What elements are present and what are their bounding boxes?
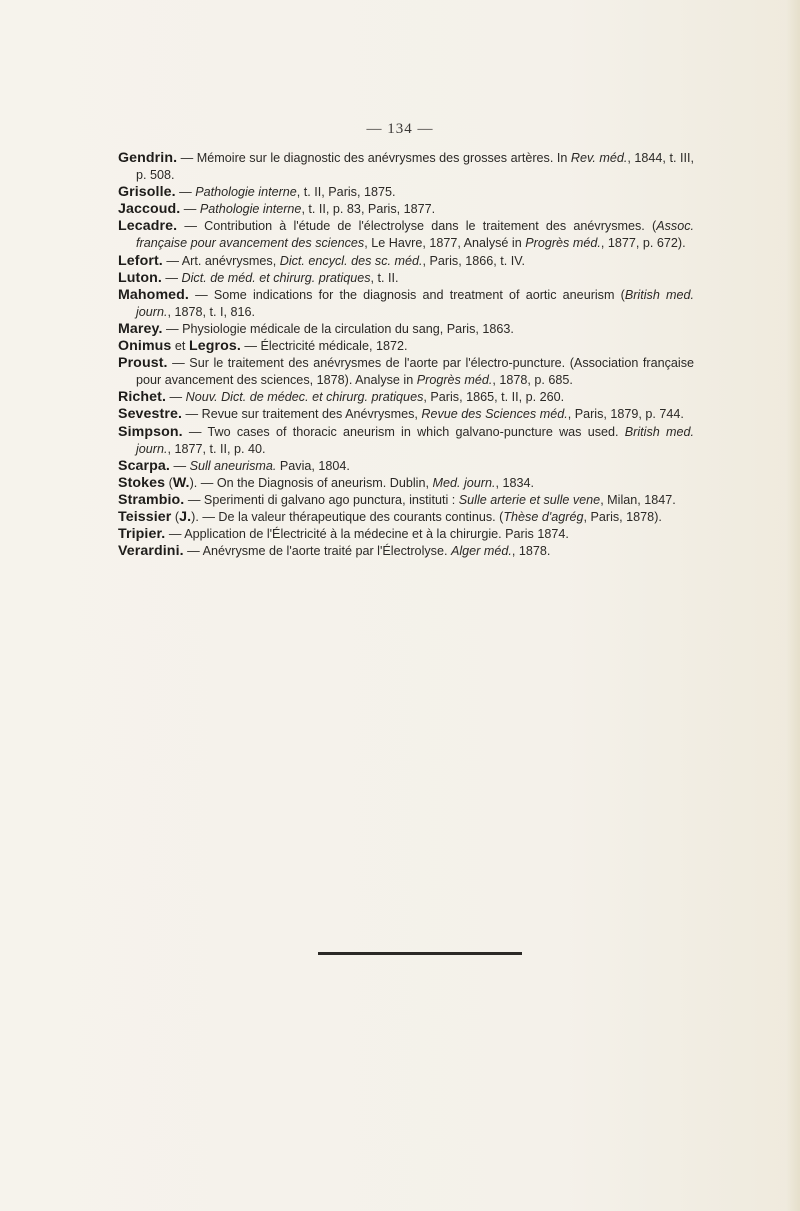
reference-title-italic: Dict. encycl. des sc. méd. — [279, 253, 423, 268]
reference-entry — [118, 355, 694, 389]
reference-author: Luton. — [118, 269, 162, 286]
reference-entry — [118, 338, 694, 355]
reference-title-italic: Thèse d'agrég — [503, 509, 584, 524]
reference-author: Verardini. — [118, 543, 184, 560]
reference-text: — Anévrysme de l'aorte traité par l'Électrolyse. — [183, 544, 451, 559]
reference-text: — Sperimenti di galvano ago punctura, instituti : — [184, 492, 459, 507]
reference-entry — [118, 406, 694, 423]
reference-title-italic: British med. journ. — [136, 287, 694, 319]
reference-text: , 1844, t. III, p. 508. — [136, 151, 694, 183]
reference-author: Stokes — [118, 474, 166, 491]
reference-title-italic: Med. journ. — [432, 475, 496, 490]
reference-text: — Électricité médicale, 1872. — [240, 339, 408, 354]
reference-text: , Paris, 1865, t. II, p. 260. — [423, 390, 565, 405]
reference-text: ). — On the Diagnosis of aneurism. Dublin, — [189, 475, 433, 490]
reference-entry — [118, 150, 694, 184]
reference-text: — Revue sur traitement des Anévrysmes, — [182, 407, 422, 422]
reference-entry — [118, 253, 694, 270]
reference-entry — [118, 270, 694, 287]
reference-entry — [118, 526, 694, 543]
reference-text: , t. II. — [370, 270, 399, 285]
page-number: — 134 — — [366, 121, 434, 137]
reference-author: Richet. — [118, 389, 167, 406]
reference-text: — Application de l'Électricité à la médecine et à la chirurgie. Paris 1874. — [165, 527, 569, 542]
reference-entry — [118, 492, 694, 509]
reference-text: — Sur le traitement des anévrysmes de l'aorte par l'électro-puncture. (Association française pour avancement des sciences, 1878). Analyse in — [136, 356, 694, 388]
reference-text: Legros. — [188, 338, 241, 355]
reference-title-italic: Progrès méd. — [416, 373, 493, 388]
reference-author: Lefort. — [118, 252, 163, 269]
reference-text: — Physiologie médicale de la circulation du sang, Paris, 1863. — [162, 321, 514, 336]
reference-text: , Paris, 1879, p. 744. — [567, 407, 684, 422]
reference-text: , 1877, p. 672). — [600, 236, 686, 251]
reference-author: Mahomed. — [118, 286, 189, 303]
reference-text: , 1834. — [495, 475, 534, 490]
reference-text: , Milan, 1847. — [600, 492, 676, 507]
reference-text: — — [166, 390, 186, 405]
reference-text: — Two cases of thoracic aneurism in which galvano-puncture was used. — [182, 424, 625, 439]
reference-title-italic: Sull aneurisma. — [189, 458, 277, 473]
reference-text: , 1878, t. I, 816. — [167, 304, 256, 319]
reference-author: Proust. — [118, 355, 168, 372]
page-edge-shadow — [786, 0, 800, 1211]
reference-text: — — [180, 202, 200, 217]
reference-author: Sevestre. — [118, 406, 183, 423]
reference-text: — Mémoire sur le diagnostic des anévrysmes des grosses artères. In — [177, 151, 571, 165]
reference-text: ( — [165, 475, 173, 490]
reference-author: Lecadre. — [118, 218, 178, 235]
reference-title-italic: Pathologie interne — [199, 202, 302, 217]
reference-text: et — [171, 339, 189, 354]
reference-text: , Paris, 1866, t. IV. — [422, 253, 525, 268]
reference-author: Onimus — [118, 338, 172, 355]
reference-text: , t. II, p. 83, Paris, 1877. — [301, 202, 436, 217]
reference-text: J. — [179, 508, 192, 525]
reference-text: , 1878, p. 685. — [492, 373, 573, 388]
reference-title-italic: British med. journ. — [136, 424, 694, 456]
reference-title-italic: Progrès méd. — [525, 236, 601, 251]
reference-title-italic: Pathologie interne — [195, 185, 297, 200]
reference-entry — [118, 287, 694, 321]
reference-entry — [118, 218, 694, 252]
reference-text: , 1877, t. II, p. 40. — [167, 441, 266, 456]
reference-text: — — [175, 185, 196, 200]
reference-text: — Art. anévrysmes, — [162, 253, 280, 268]
reference-text: — — [161, 270, 182, 285]
reference-text: ( — [171, 509, 180, 524]
end-rule — [318, 952, 522, 955]
reference-title-italic: Rev. méd. — [570, 151, 628, 165]
reference-text: — — [169, 458, 190, 473]
reference-text: , 1878. — [511, 544, 551, 559]
reference-entry — [118, 424, 694, 458]
reference-author: Teissier — [118, 508, 172, 525]
reference-entry — [118, 509, 694, 526]
reference-author: Grisolle. — [118, 184, 176, 201]
bibliography-list — [118, 150, 694, 560]
reference-entry — [118, 458, 694, 475]
reference-title-italic: Nouv. Dict. de médec. et chirurg. pratiques — [185, 390, 424, 405]
reference-title-italic: Revue des Sciences méd. — [421, 407, 568, 422]
reference-text: , t. II, Paris, 1875. — [296, 185, 396, 200]
reference-author: Strambio. — [118, 491, 185, 508]
reference-entry — [118, 184, 694, 201]
reference-author: Jaccoud. — [118, 201, 181, 218]
reference-title-italic: Assoc. française pour avancement des sciences — [136, 219, 694, 251]
reference-text: , Le Havre, 1877, Analysé in — [364, 236, 526, 251]
reference-entry — [118, 475, 694, 492]
reference-entry — [118, 543, 694, 560]
reference-author: Tripier. — [118, 526, 166, 543]
reference-title-italic: Sulle arterie et sulle vene — [458, 492, 601, 507]
reference-text: — Contribution à l'étude de l'électrolyse dans le traitement des anévrysmes. ( — [177, 219, 657, 234]
reference-entry — [118, 389, 694, 406]
reference-entry — [118, 321, 694, 338]
reference-author: Scarpa. — [118, 457, 170, 474]
reference-author: Gendrin. — [118, 150, 178, 166]
reference-text: , Paris, 1878). — [583, 509, 662, 524]
reference-title-italic: Alger méd. — [450, 544, 512, 559]
reference-author: Simpson. — [118, 423, 183, 440]
reference-title-italic: Dict. de méd. et chirurg. pratiques — [181, 270, 371, 285]
reference-text: Pavia, 1804. — [276, 458, 350, 473]
reference-author: Marey. — [118, 320, 163, 337]
reference-text: ). — De la valeur thérapeutique des courants continus. ( — [191, 509, 504, 524]
reference-entry — [118, 201, 694, 218]
reference-text: — Some indications for the diagnosis and treatment of aortic aneurism ( — [188, 287, 625, 302]
reference-text: W. — [172, 474, 190, 491]
